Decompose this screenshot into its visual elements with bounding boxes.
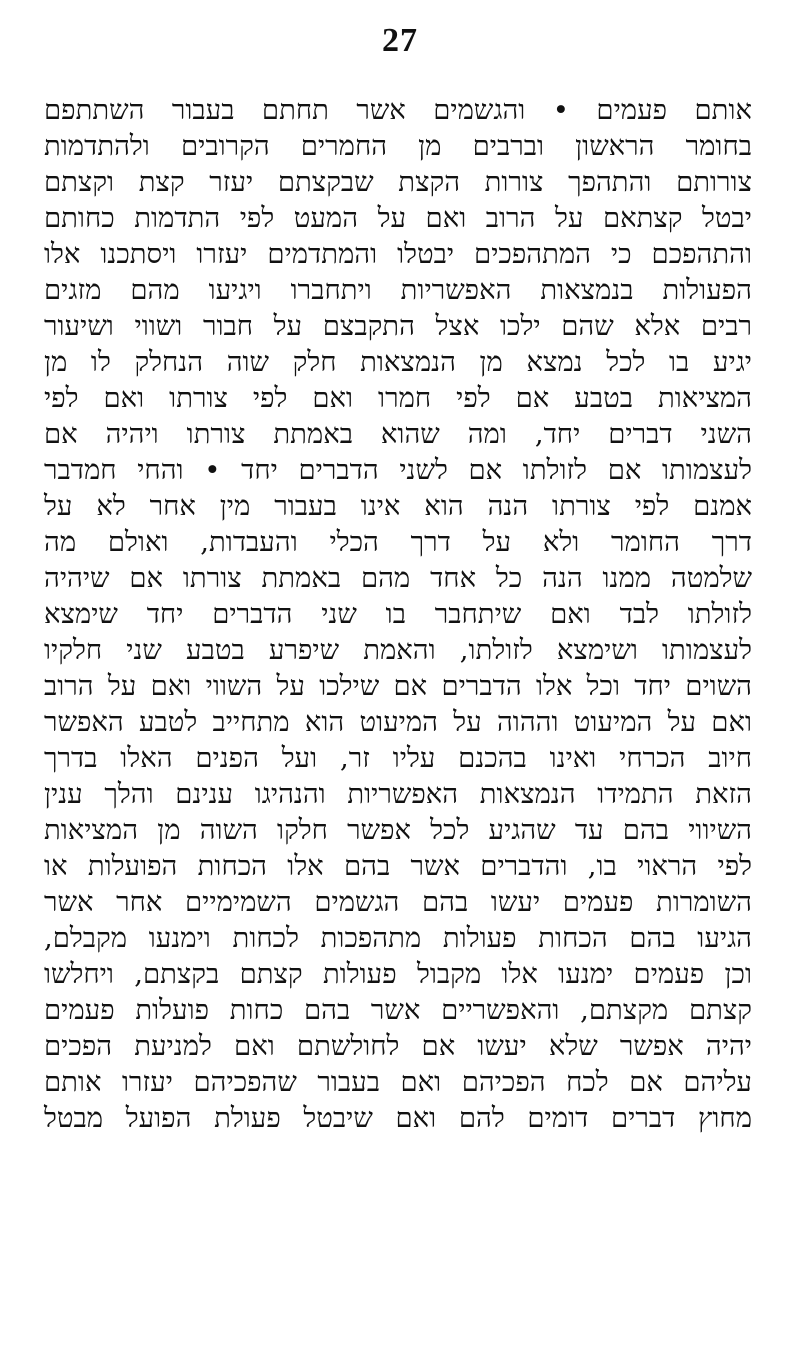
text-line: המציאות בטבע אם לפי חמרו ואם לפי צורתו ואם לפי bbox=[44, 382, 752, 414]
text-line: עליהם אם לכח הפכיהם ואם בעבור שהפכיהם יעזרו אותם bbox=[44, 1066, 752, 1098]
page-number: 27 bbox=[382, 22, 418, 59]
text-line: דרך החומר ולא על דרך הכלי והעבדות, ואולם מה bbox=[44, 526, 752, 558]
text-line: יבטל קצתאם על הרוב ואם על המעט לפי התדמות כחותם bbox=[44, 202, 752, 234]
text-line: שלמטה ממנו הנה כל אחד מהם באמתת צורתו אם שיהיה bbox=[44, 562, 752, 594]
text-line: השוים יחד וכל אלו הדברים אם שילכו על השווי ואם על הרוב bbox=[44, 670, 752, 702]
text-line: יגיע בו לכל נמצא מן הנמצאות חלק שוה הנחלק לו מן bbox=[44, 346, 752, 378]
text-line: לעצמותו ושימצא לזולתו, והאמת שיפרע בטבע שני חלקיו bbox=[44, 634, 752, 666]
text-line: הזאת התמידו הנמצאות האפשריות והנהיגו ענינם והלך ענין bbox=[44, 778, 752, 810]
text-line: והתהפכם כי המתהפכים יבטלו והמתדמים יעזרו ויסתכנו אלו bbox=[44, 238, 752, 270]
text-line: הפעולות בנמצאות האפשריות ויתחברו ויגיעו מהם מזגים bbox=[44, 274, 752, 306]
text-line: לעצמותו אם לזולתו אם לשני הדברים יחד • והחי חמדבר bbox=[44, 454, 752, 486]
text-line: צורותם והתהפך צורות הקצת שבקצתם יעזר קצת וקצתם bbox=[44, 166, 752, 198]
text-line: הגיעו בהם הכחות פעולות מתהפכות לכחות וימנעו מקבלם, bbox=[44, 922, 752, 954]
text-line: בחומר הראשון וברבים מן החמרים הקרובים ולהתדמות bbox=[44, 130, 752, 162]
text-line: חיוב הכרחי ואינו בהכנם עליו זר, ועל הפנים האלו בדרך bbox=[44, 742, 752, 774]
text-line: השני דברים יחד, ומה שהוא באמתת צורתו ויהיה אם bbox=[44, 418, 752, 450]
text-line: השיווי בהם עד שהגיע לכל אפשר חלקו השוה מן המציאות bbox=[44, 814, 752, 846]
text-line: לזולתו לבד ואם שיתחבר בו שני הדברים יחד שימצא bbox=[44, 598, 752, 630]
text-line: יהיה אפשר שלא יעשו אם לחולשתם ואם למניעת הפכים bbox=[44, 1030, 752, 1062]
text-line: מחוץ דברים דומים להם ואם שיבטל פעולת הפועל מבטל bbox=[44, 1102, 752, 1134]
text-line: השומרות פעמים יעשו בהם הגשמים השמימיים אחר אשר bbox=[44, 886, 752, 918]
text-line: ואם על המיעוט וההוה על המיעוט הוא מתחייב לטבע האפשר bbox=[44, 706, 752, 738]
text-line: קצתם מקצתם, והאפשריים אשר בהם כחות פועלות פעמים bbox=[44, 994, 752, 1026]
body-text bbox=[44, 92, 752, 1136]
text-line: אותם פעמים • והגשמים אשר תחתם בעבור השתתפם bbox=[44, 94, 752, 126]
text-line: וכן פעמים ימנעו אלו מקבול פעולות קצתם בקצתם, ויחלשו bbox=[44, 958, 752, 990]
text-line: רבים אלא שהם ילכו אצל התקבצם על חבור ושווי ושיעור bbox=[44, 310, 752, 342]
text-line: אמנם לפי צורתו הנה הוא אינו בעבור מין אחר לא על bbox=[44, 490, 752, 522]
text-line: לפי הראוי בו, והדברים אשר בהם אלו הכחות הפועלות או bbox=[44, 850, 752, 882]
